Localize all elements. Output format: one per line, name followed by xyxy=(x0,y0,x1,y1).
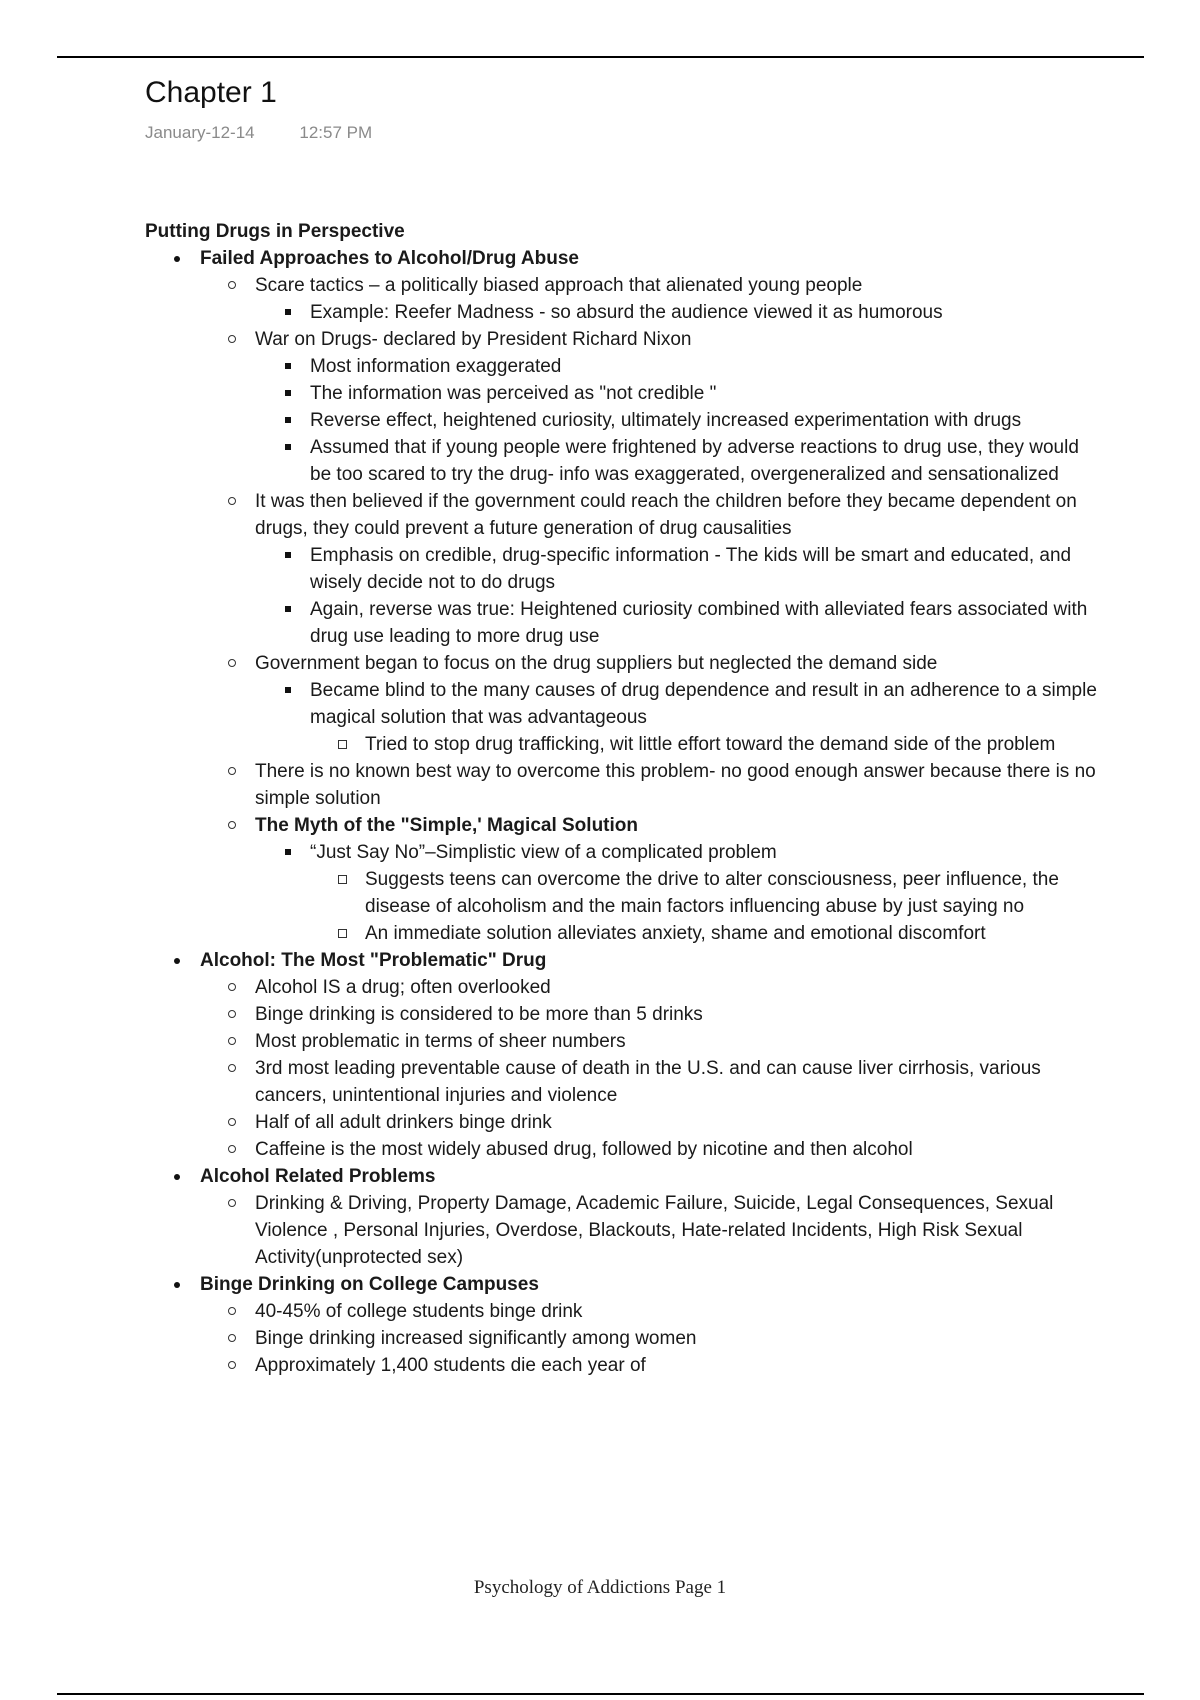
list-item xyxy=(200,1136,1105,1163)
section-title: Binge Drinking on College Campuses xyxy=(200,1274,539,1295)
list-item xyxy=(200,272,1105,326)
list-item xyxy=(200,1352,1105,1379)
page-time: 12:57 PM xyxy=(299,123,373,142)
list-item xyxy=(255,353,1105,380)
list-item-text: War on Drugs- declared by President Richard Nixon xyxy=(255,329,692,350)
section-heading: Putting Drugs in Perspective xyxy=(145,221,405,242)
section-title: Alcohol: The Most "Problematic" Drug xyxy=(200,950,547,971)
outline-level-3 xyxy=(255,542,1105,650)
list-item xyxy=(310,866,1105,920)
list-item-text: Most problematic in terms of sheer numbers xyxy=(255,1031,626,1052)
outline-level-3 xyxy=(255,299,1105,326)
section-item xyxy=(145,1271,1105,1379)
list-item xyxy=(200,1001,1105,1028)
list-item xyxy=(255,299,1105,326)
list-item-text: Alcohol IS a drug; often overlooked xyxy=(255,977,551,998)
section-item xyxy=(145,947,1105,1163)
list-item xyxy=(255,380,1105,407)
list-item xyxy=(200,758,1105,812)
section-title: Alcohol Related Problems xyxy=(200,1166,436,1187)
list-item-text: Government began to focus on the drug suppliers but neglected the demand side xyxy=(255,653,938,674)
note-body xyxy=(145,218,1105,1379)
list-item xyxy=(200,488,1105,650)
list-item-text: Reverse effect, heightened curiosity, ultimately increased experimentation with drugs xyxy=(310,410,1022,431)
list-item xyxy=(200,1055,1105,1109)
outline xyxy=(145,245,1105,1379)
outline-level-3 xyxy=(255,677,1105,758)
list-item xyxy=(200,1298,1105,1325)
outline-level-2 xyxy=(200,1298,1105,1379)
list-item xyxy=(255,839,1105,947)
list-item-text: The Myth of the "Simple,' Magical Solution xyxy=(255,815,638,836)
list-item-text: Half of all adult drinkers binge drink xyxy=(255,1112,552,1133)
list-item xyxy=(200,650,1105,758)
list-item-text: Example: Reefer Madness - so absurd the audience viewed it as humorous xyxy=(310,302,943,323)
bottom-rule xyxy=(57,1693,1144,1695)
list-item-text: Caffeine is the most widely abused drug, followed by nicotine and then alcohol xyxy=(255,1139,913,1160)
list-item xyxy=(255,434,1105,488)
list-item-text: Drinking & Driving, Property Damage, Academic Failure, Suicide, Legal Consequences, Sexual Violence , Personal Injuries, Overdose, Blackouts, Hate-related Incidents, High Risk Sexual Activity(unprotected sex) xyxy=(255,1193,1054,1268)
outline-level-3 xyxy=(255,353,1105,488)
list-item xyxy=(255,677,1105,758)
list-item-text: Binge drinking is considered to be more than 5 drinks xyxy=(255,1004,703,1025)
list-item-text: Binge drinking increased significantly among women xyxy=(255,1328,697,1349)
list-item-text: Emphasis on credible, drug-specific information - The kids will be smart and educated, and wisely decide not to do drugs xyxy=(310,545,1072,593)
list-item xyxy=(200,1325,1105,1352)
list-item-text: Assumed that if young people were frightened by adverse reactions to drug use, they would be too scared to try the drug- info was exaggerated, overgeneralized and sensationalized xyxy=(310,437,1079,485)
outline-level-4 xyxy=(310,731,1105,758)
outline-level-4 xyxy=(310,866,1105,947)
list-item xyxy=(255,542,1105,596)
section-title: Failed Approaches to Alcohol/Drug Abuse xyxy=(200,248,579,269)
top-rule xyxy=(57,56,1144,58)
list-item-text: 3rd most leading preventable cause of death in the U.S. and can cause liver cirrhosis, various cancers, unintentional injuries and violence xyxy=(255,1058,1041,1106)
list-item xyxy=(255,407,1105,434)
section-item xyxy=(145,245,1105,947)
outline-level-2 xyxy=(200,272,1105,947)
page-title: Chapter 1 xyxy=(145,76,277,109)
list-item xyxy=(200,974,1105,1001)
list-item xyxy=(310,920,1105,947)
list-item-text: Approximately 1,400 students die each year of xyxy=(255,1355,646,1376)
list-item xyxy=(200,812,1105,947)
outline-level-3 xyxy=(255,839,1105,947)
list-item-text: Suggests teens can overcome the drive to alter consciousness, peer influence, the disease of alcoholism and the main factors influencing abuse by just saying no xyxy=(365,869,1059,917)
page-meta xyxy=(145,123,372,143)
outline-level-2 xyxy=(200,974,1105,1163)
list-item-text: An immediate solution alleviates anxiety, shame and emotional discomfort xyxy=(365,923,986,944)
section-item xyxy=(145,1163,1105,1271)
list-item xyxy=(200,1190,1105,1271)
list-item-text: Most information exaggerated xyxy=(310,356,562,377)
page-footer: Psychology of Addictions Page 1 xyxy=(473,1577,727,1598)
outline-level-2 xyxy=(200,1190,1105,1271)
list-item-text: It was then believed if the government could reach the children before they became dependent on drugs, they could prevent a future generation of drug causalities xyxy=(255,491,1077,539)
list-item xyxy=(310,731,1105,758)
list-item-text: Again, reverse was true: Heightened curiosity combined with alleviated fears associated with drug use leading to more drug use xyxy=(310,599,1088,647)
list-item-text: There is no known best way to overcome this problem- no good enough answer because there is no simple solution xyxy=(255,761,1096,809)
list-item xyxy=(255,596,1105,650)
list-item xyxy=(200,326,1105,488)
list-item xyxy=(200,1109,1105,1136)
list-item-text: Scare tactics – a politically biased approach that alienated young people xyxy=(255,275,863,296)
page-date: January-12-14 xyxy=(145,123,255,142)
list-item-text: “Just Say No”–Simplistic view of a complicated problem xyxy=(310,842,777,863)
list-item-text: 40-45% of college students binge drink xyxy=(255,1301,583,1322)
list-item-text: Tried to stop drug trafficking, wit little effort toward the demand side of the problem xyxy=(365,734,1056,755)
list-item xyxy=(200,1028,1105,1055)
list-item-text: The information was perceived as "not credible " xyxy=(310,383,717,404)
list-item-text: Became blind to the many causes of drug dependence and result in an adherence to a simple magical solution that was advantageous xyxy=(310,680,1097,728)
